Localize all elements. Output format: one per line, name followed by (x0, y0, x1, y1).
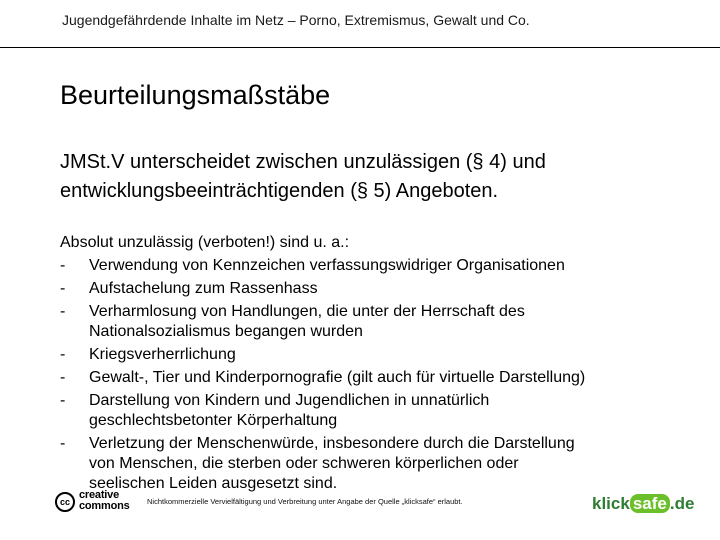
bullet-dash: - (60, 392, 66, 409)
list-item (60, 434, 680, 494)
cc-wordmark-line: commons (79, 500, 130, 512)
bullet-dash: - (60, 369, 66, 386)
list-item (60, 256, 680, 276)
list-item-text: Verharmlosung von Handlungen, die unter der Herrschaft des (89, 303, 525, 320)
list-item (60, 345, 680, 365)
header-divider (0, 47, 720, 48)
bullet-dash: - (60, 435, 66, 452)
list-item-text: seelischen Leiden ausgesetzt sind. (89, 475, 338, 492)
logo-part: klick (592, 494, 630, 513)
bullet-dash: - (60, 303, 66, 320)
bullet-dash: - (60, 346, 66, 363)
list-item (60, 279, 680, 299)
footer (0, 486, 720, 526)
list-item-text: Kriegsverherrlichung (89, 346, 236, 363)
list-item (60, 302, 680, 342)
lead-line: JMSt.V unterscheidet zwischen unzulässigen (§ 4) und (60, 151, 546, 173)
logo-part: .de (669, 494, 695, 513)
lead-paragraph (60, 148, 680, 206)
creative-commons-logo (55, 490, 139, 516)
list-item-text: Darstellung von Kindern und Jugendlichen in unnatürlich (89, 392, 490, 409)
header-title: Jugendgefährdende Inhalte im Netz – Porno, Extremismus, Gewalt und Co. (62, 12, 530, 28)
logo-part: safe (630, 494, 670, 513)
slide-heading: Beurteilungsmaßstäbe (60, 80, 331, 110)
cc-icon: cc (55, 492, 75, 512)
list-item-text: geschlechtsbetonter Körperhaltung (89, 412, 338, 429)
klicksafe-logo (592, 490, 695, 518)
prohibited-content-list (60, 233, 680, 497)
list-item-text: Verwendung von Kennzeichen verfassungswidriger Organisationen (89, 257, 565, 274)
cc-wordmark-line: creative (79, 489, 119, 501)
license-note: Nichtkommerzielle Vervielfältigung und Verbreitung unter Angabe der Quelle „klicksafe“ erlaubt. (147, 497, 463, 506)
list-item-text: von Menschen, die sterben oder schweren körperlichen oder (89, 455, 519, 472)
list-item-text: Aufstachelung zum Rassenhass (89, 280, 318, 297)
list-item-text: Nationalsozialismus begangen wurden (89, 323, 363, 340)
list-intro: Absolut unzulässig (verboten!) sind u. a.: (60, 234, 350, 251)
list-item (60, 391, 680, 431)
list-item-text: Verletzung der Menschenwürde, insbesondere durch die Darstellung (89, 435, 575, 452)
list-item-text: Gewalt-, Tier und Kinderpornografie (gilt auch für virtuelle Darstellung) (89, 369, 586, 386)
list-item (60, 368, 680, 388)
bullet-dash: - (60, 280, 66, 297)
bullet-dash: - (60, 257, 66, 274)
lead-line: entwicklungsbeeinträchtigenden (§ 5) Angeboten. (60, 180, 499, 202)
cc-wordmark (79, 490, 130, 512)
bullet-list (60, 256, 680, 494)
